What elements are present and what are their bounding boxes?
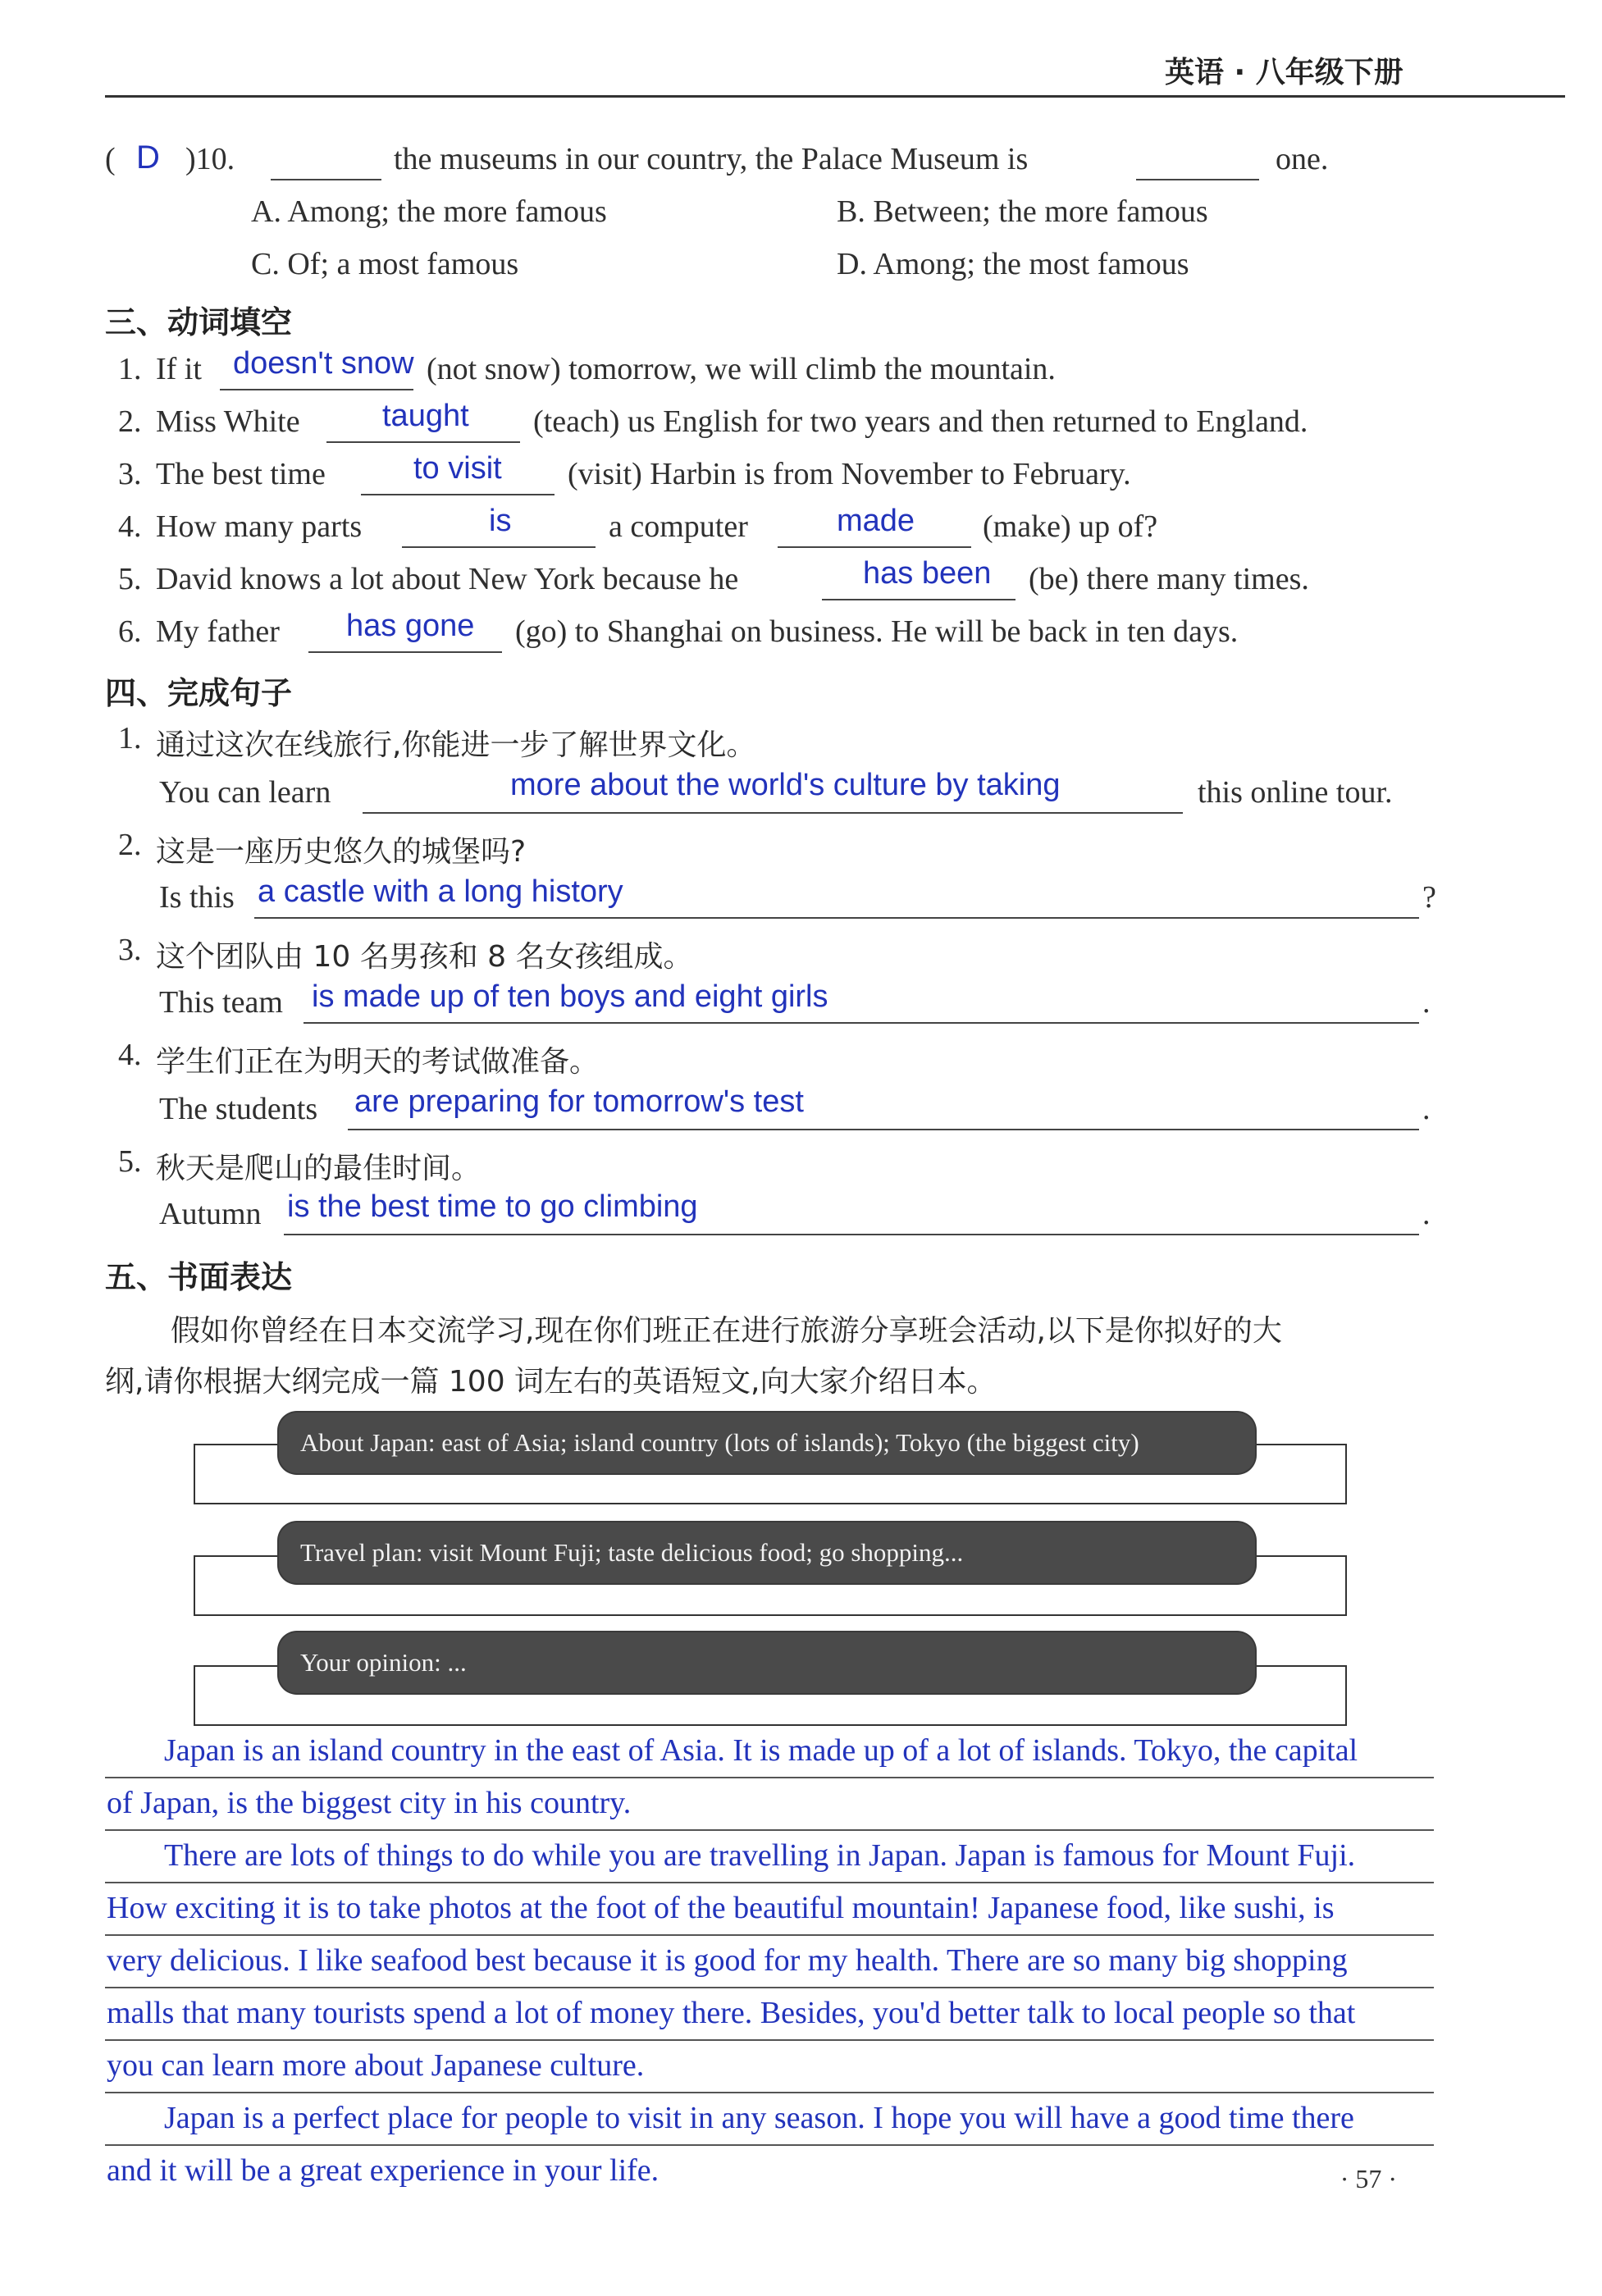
s3-item1-pre: If it [156,352,202,386]
q10-option-c: C. Of; a most famous [251,247,519,281]
essay-line-2: of Japan, is the biggest city in his country. [107,1786,632,1820]
s4-item1-chinese: 通过这次在线旅行,你能进一步了解世界文化。 [156,728,756,762]
s3-item4-answer-2: made [837,504,915,538]
s4-item5-blank[interactable] [284,1234,1419,1235]
s4-item1-pre: You can learn [159,775,331,810]
s4-item4-pre: The students [159,1092,318,1126]
s4-item1-number: 1. [118,721,142,755]
s3-item5-number: 5. [118,562,142,596]
s3-item4-post: (make) up of? [983,509,1158,544]
essay-rule-3 [105,1882,1434,1883]
s3-item2-blank[interactable] [326,441,520,443]
q10-option-a: A. Among; the more famous [251,194,607,229]
s3-item6-number: 6. [118,614,142,649]
s4-item5-post: . [1422,1197,1431,1231]
s4-item4-blank[interactable] [348,1129,1419,1130]
outline-item-travel-plan: Travel plan: visit Mount Fuji; taste delicious food; go shopping... [279,1522,1255,1583]
outline-item-about-japan: About Japan: east of Asia; island country (lots of islands); Tokyo (the biggest city) [279,1413,1255,1473]
s4-item2-blank[interactable] [254,917,1419,919]
s3-item5-post: (be) there many times. [1029,562,1309,596]
s3-item4-blank-1[interactable] [402,546,596,548]
s4-item3-pre: This team [159,985,283,1020]
outline-item-your-opinion: Your opinion: ... [279,1632,1255,1693]
s3-item5-pre: David knows a lot about New York because he [156,562,739,596]
q10-blank-2[interactable] [1136,179,1259,180]
essay-line-5: very delicious. I like seafood best because it is good for my health. There are so many big shopping [107,1943,1348,1978]
page-number: · 57 · [1340,2164,1397,2193]
q10-blank-1[interactable] [271,179,381,180]
s4-item5-number: 5. [118,1144,142,1179]
essay-rule-7 [105,2092,1434,2093]
essay-line-6: malls that many tourists spend a lot of money there. Besides, you'd better talk to local people so that [107,1996,1356,2030]
s3-item3-pre: The best time [156,457,326,491]
s4-item4-chinese: 学生们正在为明天的考试做准备。 [156,1045,600,1079]
essay-line-7: you can learn more about Japanese culture. [107,2048,645,2083]
section4-title: 四、完成句子 [105,675,293,711]
s3-item4-mid: a computer [609,509,748,544]
section5-title: 五、书面表达 [105,1259,293,1295]
s3-item3-post: (visit) Harbin is from November to February. [568,457,1131,491]
essay-rule-5 [105,1987,1434,1988]
s4-item2-answer: a castle with a long history [258,874,623,909]
section5-prompt-line2: 纲,请你根据大纲完成一篇 100 词左右的英语短文,向大家介绍日本。 [105,1365,997,1399]
header-title: 英语 · 八年级下册 [1165,56,1403,89]
s3-item3-number: 3. [118,457,142,491]
q10-number: )10. [185,142,235,176]
essay-rule-6 [105,2039,1434,2041]
s4-item3-answer: is made up of ten boys and eight girls [312,979,828,1014]
q10-option-d: D. Among; the most famous [837,247,1189,281]
essay-line-3: There are lots of things to do while you are travelling in Japan. Japan is famous for Mount Fuji. [164,1838,1356,1873]
s3-item1-blank[interactable] [220,389,413,390]
s3-item2-pre: Miss White [156,404,300,439]
essay-rule-4 [105,1934,1434,1936]
essay-rule-2 [105,1829,1434,1831]
q10-answer: D [136,139,160,176]
s4-item1-answer: more about the world's culture by taking [510,768,1061,802]
s4-item3-post: . [1422,985,1431,1020]
s4-item2-chinese: 这是一座历史悠久的城堡吗? [156,835,527,869]
s4-item1-post: this online tour. [1198,775,1393,810]
essay-line-8: Japan is a perfect place for people to visit in any season. I hope you will have a good time there [164,2101,1354,2135]
s3-item4-blank-2[interactable] [778,546,971,548]
s4-item3-number: 3. [118,933,142,967]
essay-line-4: How exciting it is to take photos at the foot of the beautiful mountain! Japanese food, like sushi, is [107,1891,1335,1925]
section3-title: 三、动词填空 [105,304,293,340]
essay-rule-1 [105,1777,1434,1778]
s3-item1-number: 1. [118,352,142,386]
s4-item4-number: 4. [118,1038,142,1072]
essay-line-9: and it will be a great experience in your life. [107,2153,660,2188]
s3-item2-post: (teach) us English for two years and then returned to England. [533,404,1308,439]
s4-item1-blank[interactable] [363,812,1183,814]
s4-item2-pre: Is this [159,880,235,915]
q10-paren: ( [105,142,116,176]
s3-item4-pre: How many parts [156,509,363,544]
s3-item6-pre: My father [156,614,280,649]
section5-prompt-line1: 假如你曾经在日本交流学习,现在你们班正在进行旅游分享班会活动,以下是你拟好的大 [171,1314,1282,1348]
s3-item1-post: (not snow) tomorrow, we will climb the mountain. [427,352,1056,386]
s3-item3-blank[interactable] [361,494,555,495]
q10-stem-a: the museums in our country, the Palace Museum is [394,142,1029,176]
s3-item6-blank[interactable] [308,651,502,653]
s4-item4-post: . [1422,1092,1431,1126]
s4-item2-number: 2. [118,828,142,862]
s3-item6-answer: has gone [346,609,475,643]
s3-item5-answer: has been [863,556,992,591]
q10-option-b: B. Between; the more famous [837,194,1208,229]
header-rule [105,95,1565,98]
s4-item2-post: ? [1422,880,1436,915]
s3-item4-number: 4. [118,509,142,544]
s3-item4-answer-1: is [489,504,512,538]
s3-item5-blank[interactable] [822,599,1016,600]
q10-stem-b: one. [1276,142,1329,176]
s3-item2-answer: taught [382,399,469,433]
s3-item6-post: (go) to Shanghai on business. He will be back in ten days. [515,614,1239,649]
s4-item5-pre: Autumn [159,1197,262,1231]
s3-item3-answer: to visit [413,451,502,486]
essay-line-1: Japan is an island country in the east of Asia. It is made up of a lot of islands. Tokyo, the capital [164,1733,1358,1768]
s3-item1-answer: doesn't snow [233,346,414,381]
s4-item5-chinese: 秋天是爬山的最佳时间。 [156,1152,482,1185]
essay-rule-8 [105,2144,1434,2146]
s3-item2-number: 2. [118,404,142,439]
s4-item4-answer: are preparing for tomorrow's test [354,1084,804,1119]
s4-item3-chinese: 这个团队由 10 名男孩和 8 名女孩组成。 [156,940,693,974]
s4-item3-blank[interactable] [304,1022,1419,1024]
s4-item5-answer: is the best time to go climbing [287,1189,698,1224]
